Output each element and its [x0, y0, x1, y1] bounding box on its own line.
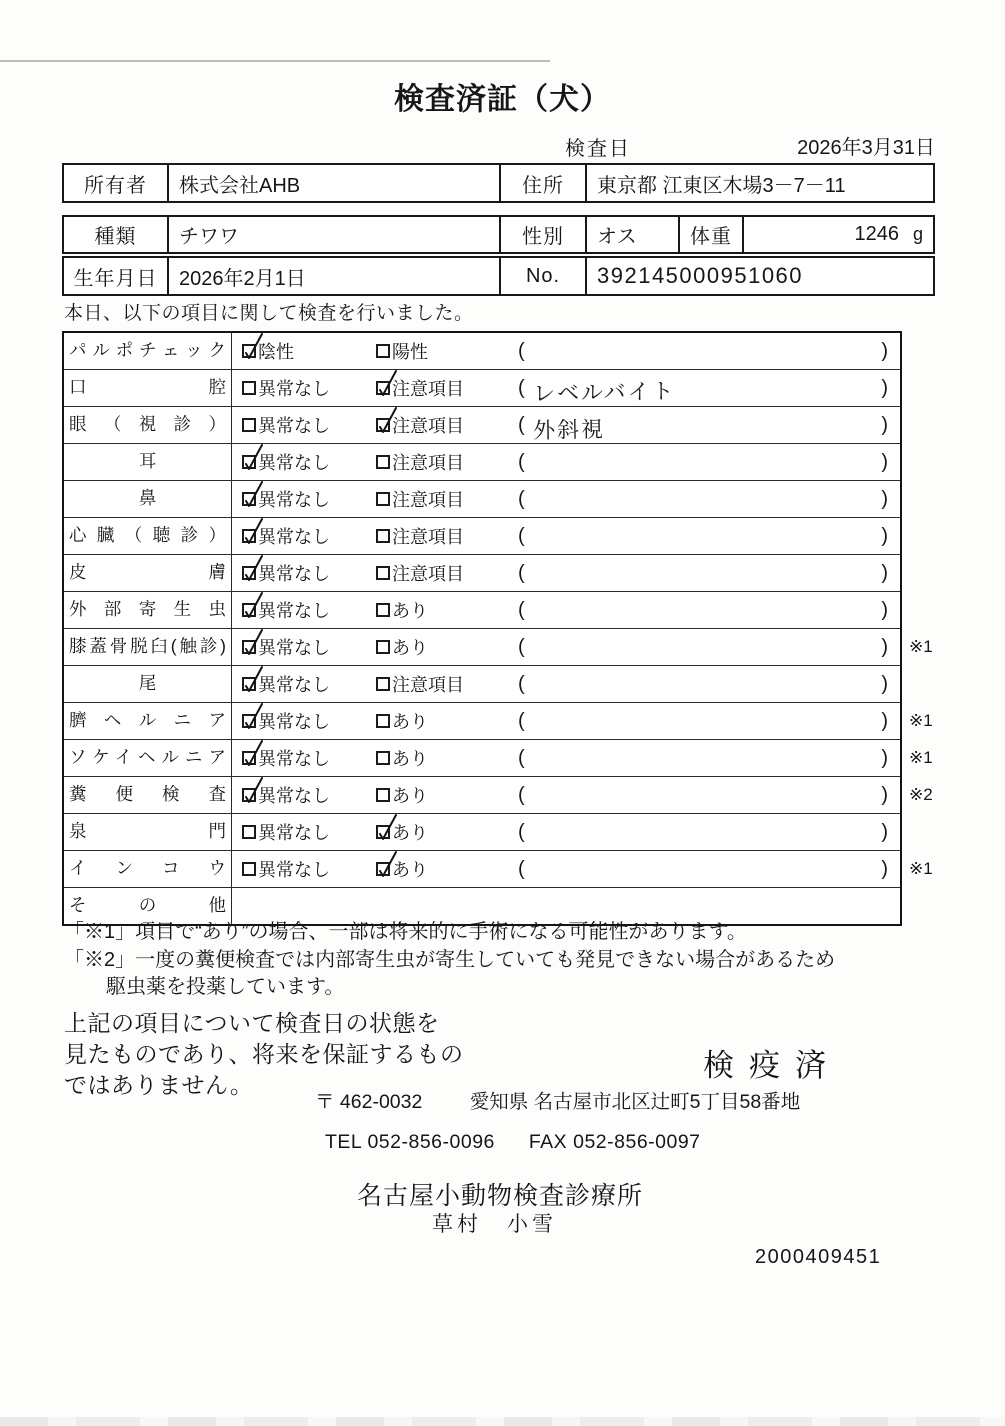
checkbox-icon [242, 714, 256, 728]
option-1-label: 異常なし [258, 749, 330, 769]
item-label: 泉門 [64, 814, 232, 850]
option-1 [242, 819, 366, 845]
remarks-field [508, 370, 900, 406]
option-1-label: 異常なし [258, 564, 330, 584]
checkbox-icon [242, 492, 256, 506]
handwritten-note [525, 458, 882, 466]
option-1-label: 異常なし [258, 601, 330, 621]
item-label: 臍ヘルニア [64, 703, 232, 739]
inspection-row [64, 776, 933, 813]
option-1 [242, 856, 366, 882]
handwritten-check-icon [240, 332, 266, 362]
owner-name: 株式会社AHB [167, 165, 499, 201]
option-1 [242, 708, 366, 734]
option-2 [376, 634, 508, 660]
footnote-2-cont: 駆虫薬を投薬しています。 [106, 976, 345, 998]
checkbox-icon [376, 455, 390, 469]
breed-value: チワワ [167, 217, 499, 252]
address-label: 住所 [499, 165, 585, 201]
footnote-mark: ※1 [909, 711, 933, 730]
checkbox-icon [376, 862, 390, 876]
option-2 [376, 338, 508, 364]
checkbox-icon [376, 418, 390, 432]
item-label: 糞便検査 [64, 777, 232, 813]
checkbox-icon [376, 603, 390, 617]
option-1-label: 異常なし [258, 675, 330, 695]
sex-value: オス [585, 217, 678, 252]
option-2-label: 陽性 [392, 342, 428, 362]
option-1-label: 異常なし [258, 490, 330, 510]
option-2-label: 注意項目 [392, 379, 464, 399]
registration-number: 392145000951060 [585, 258, 933, 294]
paren-open: ( [518, 783, 525, 806]
paren-open: ( [518, 598, 525, 621]
inspection-row [64, 406, 900, 443]
checkbox-icon [376, 381, 390, 395]
option-2-label: 注意項目 [392, 453, 464, 473]
remarks-field [508, 518, 900, 554]
item-label: ソケイヘルニア [64, 740, 232, 776]
item-label: 膝蓋骨脱臼(触診) [64, 629, 232, 665]
checkbox-icon [376, 640, 390, 654]
paren-close: ) [881, 524, 888, 547]
footnote-mark: ※1 [909, 859, 933, 878]
inspection-row [64, 739, 933, 776]
option-1 [242, 560, 366, 586]
paren-close: ) [881, 487, 888, 510]
checkbox-icon [242, 418, 256, 432]
option-2-label: あり [392, 601, 428, 621]
item-label: 耳 [64, 444, 232, 480]
intro-text: 本日、以下の項目に関して検査を行いました。 [64, 303, 474, 324]
weight-value: 1246 [854, 223, 899, 245]
handwritten-note [525, 717, 882, 725]
option-2 [376, 597, 508, 623]
sex-label: 性別 [499, 217, 585, 252]
option-2 [376, 745, 508, 771]
remarks-field [508, 851, 900, 887]
option-2-label: あり [392, 786, 428, 806]
inspection-row [64, 591, 900, 628]
handwritten-note [525, 606, 882, 614]
clinic-contact-line [325, 1131, 701, 1154]
checkbox-icon [242, 751, 256, 765]
paren-close: ) [881, 746, 888, 769]
checkbox-icon [242, 566, 256, 580]
checkbox-icon [242, 862, 256, 876]
item-label: 尾 [64, 666, 232, 702]
checkbox-icon [376, 825, 390, 839]
option-2 [376, 449, 508, 475]
paren-open: ( [518, 524, 525, 547]
clinic-address: 愛知県 名古屋市北区辻町5丁目58番地 [469, 1091, 801, 1113]
option-1-label: 異常なし [258, 416, 330, 436]
option-1-label: 異常なし [258, 638, 330, 658]
disclaimer-line-2: 見たものであり、将来を保証するもの [64, 1041, 464, 1067]
checkbox-icon [376, 714, 390, 728]
option-2-label: あり [392, 749, 428, 769]
remarks-field [508, 629, 900, 665]
option-2-label: あり [392, 712, 428, 732]
inspection-row [64, 813, 900, 850]
handwritten-check-icon [240, 665, 266, 695]
inspection-table [62, 331, 933, 926]
paren-close: ) [881, 561, 888, 584]
checkbox-icon [242, 381, 256, 395]
remarks-field [508, 777, 900, 813]
paren-close: ) [881, 857, 888, 880]
item-label: パルポチェック [64, 333, 232, 369]
inspection-row [64, 443, 900, 480]
option-2 [376, 412, 508, 438]
clinic-tel: TEL 052-856-0096 [325, 1131, 495, 1153]
handwritten-check-icon [240, 443, 266, 473]
remarks-field [508, 703, 900, 739]
inspection-row [64, 628, 933, 665]
clinic-postal-code: 〒 462-0032 [315, 1091, 423, 1113]
handwritten-note [525, 569, 882, 577]
breed-label: 種類 [94, 226, 137, 248]
checkbox-icon [376, 751, 390, 765]
checkbox-icon [376, 529, 390, 543]
item-label: 眼（視診） [64, 407, 232, 443]
option-2-label: あり [392, 860, 428, 880]
checkbox-icon [242, 344, 256, 358]
option-1 [242, 523, 366, 549]
handwritten-note [525, 791, 882, 799]
option-1 [242, 745, 366, 771]
item-label: その他 [64, 888, 232, 924]
birth-label: 生年月日 [73, 267, 158, 290]
option-2 [376, 560, 508, 586]
option-2-label: 注意項目 [392, 416, 464, 436]
paren-close: ) [881, 783, 888, 806]
handwritten-check-icon [374, 813, 400, 843]
checkbox-icon [242, 603, 256, 617]
option-1-label: 異常なし [258, 786, 330, 806]
footnote-1: 「※1」項目で“あり”の場合、一部は将来的に手術になる可能性があります。 [64, 921, 747, 943]
handwritten-check-icon [374, 406, 400, 436]
checkbox-icon [242, 677, 256, 691]
birth-value: 2026年2月1日 [167, 258, 499, 294]
veterinarian-name: 草村 小雪 [432, 1213, 557, 1236]
paren-open: ( [518, 857, 525, 880]
handwritten-check-icon [240, 776, 266, 806]
owner-address: 東京都 江東区木場3－7－11 [585, 165, 933, 201]
option-2-label: あり [392, 823, 428, 843]
handwritten-check-icon [240, 702, 266, 732]
clinic-address-line [315, 1086, 800, 1114]
option-2 [376, 523, 508, 549]
checkbox-icon [242, 640, 256, 654]
option-1 [242, 449, 366, 475]
paren-close: ) [881, 376, 888, 399]
option-2 [376, 486, 508, 512]
option-1 [242, 671, 366, 697]
checkbox-icon [242, 529, 256, 543]
footnote-2: 「※2」一度の糞便検査では内部寄生虫が寄生していても発見できない場合があるため [64, 948, 836, 971]
paren-close: ) [881, 820, 888, 843]
option-1-label: 異常なし [258, 379, 330, 399]
option-2-label: 注意項目 [392, 675, 464, 695]
handwritten-note: レベルバイト [532, 377, 676, 406]
option-2-label: 注意項目 [392, 527, 464, 547]
paren-open: ( [518, 820, 525, 843]
footnote-mark: ※1 [909, 748, 933, 767]
checkbox-icon [376, 344, 390, 358]
handwritten-note [525, 495, 882, 503]
checkbox-icon [242, 788, 256, 802]
paren-close: ) [881, 672, 888, 695]
footnote-mark: ※1 [909, 637, 933, 656]
owner-table [62, 163, 935, 203]
inspection-row [64, 333, 900, 369]
option-2 [376, 375, 508, 401]
birth-table [62, 256, 935, 296]
handwritten-note [525, 754, 882, 762]
inspection-row [64, 369, 900, 406]
scan-artifact-line [0, 60, 550, 62]
option-1-label: 異常なし [258, 527, 330, 547]
exam-date-value: 2026年3月31日 [797, 137, 935, 159]
option-1-label: 異常なし [258, 823, 330, 843]
item-label: 皮膚 [64, 555, 232, 591]
option-2 [376, 782, 508, 808]
option-1 [242, 375, 366, 401]
checkbox-icon [376, 492, 390, 506]
paren-close: ) [881, 598, 888, 621]
remarks-field [508, 481, 900, 517]
quarantine-stamp: 検疫済 [703, 1048, 841, 1083]
option-1 [242, 634, 366, 660]
handwritten-check-icon [374, 850, 400, 880]
option-1 [242, 338, 366, 364]
option-2 [376, 671, 508, 697]
inspection-row [64, 702, 933, 739]
paren-close: ) [881, 450, 888, 473]
disclaimer-line-1: 上記の項目について検査日の状態を [64, 1010, 440, 1036]
paren-close: ) [881, 339, 888, 362]
handwritten-note [525, 532, 882, 540]
option-1-label: 異常なし [258, 453, 330, 473]
paren-open: ( [518, 339, 525, 362]
item-label: 外部寄生虫 [64, 592, 232, 628]
remarks-field [508, 592, 900, 628]
option-2 [376, 856, 508, 882]
pet-info-table [62, 215, 935, 254]
inspection-row [64, 517, 900, 554]
paren-open: ( [518, 450, 525, 473]
handwritten-note: 外斜視 [532, 416, 605, 443]
handwritten-note [525, 865, 882, 873]
option-2-label: 注意項目 [392, 564, 464, 584]
paren-open: ( [518, 746, 525, 769]
remarks-field [508, 333, 900, 369]
remarks-field [508, 666, 900, 702]
handwritten-check-icon [240, 480, 266, 510]
clinic-fax: FAX 052-856-0097 [528, 1131, 701, 1153]
paren-open: ( [518, 709, 525, 732]
paren-open: ( [518, 376, 525, 399]
option-2-label: 注意項目 [392, 490, 464, 510]
handwritten-note [525, 347, 882, 355]
scan-edge-artifact [0, 1417, 1005, 1426]
document-title: 検査済証（犬） [394, 83, 611, 116]
inspection-row [64, 554, 900, 591]
checkbox-icon [242, 825, 256, 839]
serial-number: 2000409451 [755, 1246, 882, 1268]
checkbox-icon [376, 677, 390, 691]
handwritten-check-icon [374, 369, 400, 399]
option-1 [242, 782, 366, 808]
item-label: 心臓（聴診） [64, 518, 232, 554]
handwritten-note [525, 643, 882, 651]
option-1 [242, 486, 366, 512]
paren-open: ( [518, 561, 525, 584]
inspection-row [64, 480, 900, 517]
remarks-field [508, 814, 900, 850]
weight-cell [742, 217, 933, 252]
option-1 [242, 412, 366, 438]
clinic-name: 名古屋小動物検査診療所 [357, 1182, 644, 1210]
remarks-field [508, 740, 900, 776]
handwritten-check-icon [240, 739, 266, 769]
option-2 [376, 708, 508, 734]
owner-label: 所有者 [84, 174, 147, 197]
item-label: インコウ [64, 851, 232, 887]
paren-close: ) [881, 413, 888, 436]
no-label: No. [499, 258, 585, 294]
handwritten-check-icon [240, 517, 266, 547]
exam-date-label: 検査日 [565, 138, 631, 160]
checkbox-icon [242, 455, 256, 469]
weight-unit: g [912, 224, 923, 244]
option-1 [242, 597, 366, 623]
paren-open: ( [518, 672, 525, 695]
remarks-field [508, 444, 900, 480]
footnote-mark: ※2 [909, 785, 933, 804]
checkbox-icon [376, 566, 390, 580]
paren-close: ) [881, 635, 888, 658]
weight-label: 体重 [678, 217, 742, 252]
handwritten-note [525, 828, 882, 836]
option-1-label: 異常なし [258, 712, 330, 732]
handwritten-check-icon [240, 628, 266, 658]
handwritten-check-icon [240, 554, 266, 584]
footnotes [64, 919, 835, 1002]
paren-open: ( [518, 413, 525, 436]
inspection-row [64, 850, 933, 887]
remarks-field [508, 555, 900, 591]
checkbox-icon [376, 788, 390, 802]
remarks-field [508, 407, 900, 443]
option-2-label: あり [392, 638, 428, 658]
handwritten-check-icon [240, 591, 266, 621]
item-label: 口腔 [64, 370, 232, 406]
option-1-label: 陰性 [258, 342, 294, 362]
paren-open: ( [518, 487, 525, 510]
item-label: 鼻 [64, 481, 232, 517]
handwritten-note [525, 680, 882, 688]
paren-open: ( [518, 635, 525, 658]
paren-close: ) [881, 709, 888, 732]
disclaimer-line-3: ではありません。 [64, 1072, 254, 1098]
inspection-row [64, 665, 900, 702]
option-1-label: 異常なし [258, 860, 330, 880]
option-2 [376, 819, 508, 845]
